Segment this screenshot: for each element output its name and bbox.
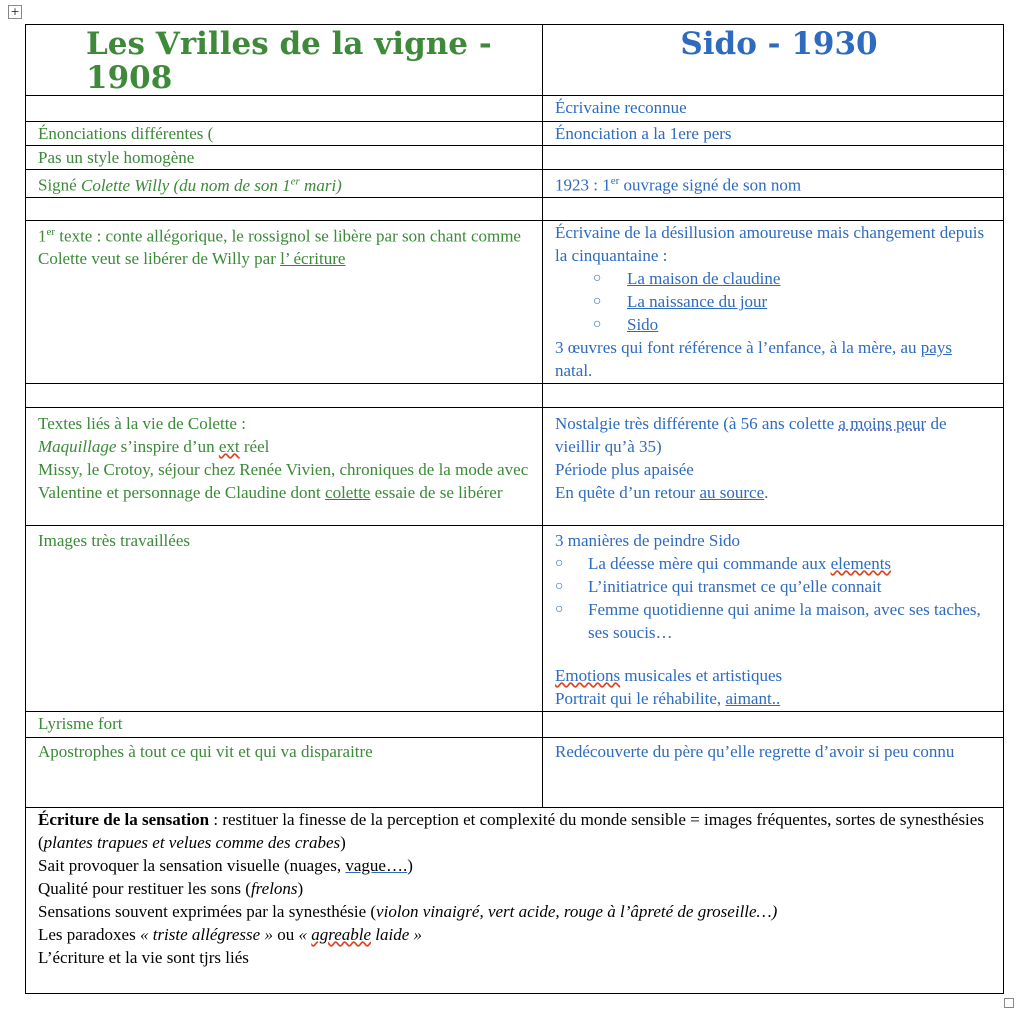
text: agreable (311, 924, 372, 944)
text (38, 458, 530, 504)
text: ) (407, 855, 413, 875)
text: natal. (555, 360, 593, 380)
text: ) (340, 832, 346, 852)
text: « (298, 924, 312, 944)
text: Textes liés à la vie de Colette : (38, 413, 246, 433)
text: Sido (627, 314, 659, 334)
text (555, 687, 991, 710)
text: ou (272, 924, 299, 944)
text: vague…. (345, 855, 408, 875)
text: colette (325, 482, 371, 502)
cell: Pas un style homogène (26, 146, 543, 170)
text: au source (699, 482, 765, 502)
title-sido: Sido - 1930 (680, 26, 878, 62)
cell (26, 170, 543, 198)
text: er (46, 225, 56, 238)
text: Signé (38, 175, 81, 195)
table-row (26, 525, 1004, 711)
cell (543, 711, 1004, 737)
text: musicales et artistiques (620, 665, 783, 685)
cell (26, 220, 543, 383)
text: « triste allégresse » (139, 924, 273, 944)
text: s’inspire d’un (116, 436, 219, 456)
text: pays (920, 337, 952, 357)
cell (543, 197, 1004, 220)
cell (26, 197, 543, 220)
text: violon vinaigré, vert acide, rouge à l’âpreté de groseille…) (376, 901, 778, 921)
oeuvres-list (555, 267, 991, 336)
bullet-circle-icon: ○ (593, 316, 602, 332)
cell (543, 220, 1004, 383)
text (555, 336, 991, 382)
text: ext (218, 436, 240, 456)
text (555, 664, 991, 687)
list-item (555, 575, 991, 598)
text: Portrait qui le réhabilite, (555, 688, 726, 708)
cell (26, 96, 543, 122)
list-item (555, 552, 991, 575)
text (38, 900, 991, 923)
text: : restituer la finesse de la perception et complexité du monde sensible = images fréquentes, sortes de synesthésies ( (38, 809, 984, 852)
text: plantes trapues et velues comme des crabes (43, 832, 341, 852)
text: réel (239, 436, 270, 456)
table-row (26, 170, 1004, 198)
text (38, 923, 991, 946)
text: de vieillir qu’à 35) (555, 413, 947, 456)
header-left (26, 25, 543, 96)
text: La déesse mère qui commande aux (588, 553, 831, 573)
text: ouvrage signé de son nom (619, 175, 802, 195)
cell: Énonciations différentes ( (26, 122, 543, 146)
text: l’ écriture (280, 249, 346, 269)
list-item (555, 267, 991, 290)
spacer (555, 644, 991, 664)
text: aimant.. (725, 688, 781, 708)
table-row (26, 122, 1004, 146)
text: texte : conte allégorique, le rossignol se libère par son chant comme Colette veut se libérer de Willy par (38, 226, 521, 269)
text: mari) (299, 175, 342, 195)
text: a moins peur (838, 413, 927, 433)
cell (543, 383, 1004, 407)
cell-ecriture-sensation (26, 807, 1004, 993)
cell: Lyrisme fort (26, 711, 543, 737)
text: 1 (38, 226, 47, 246)
text: laide » (371, 924, 423, 944)
text: er (290, 175, 300, 187)
text: En quête d’un retour (555, 482, 700, 502)
bullet-circle-icon: ○ (555, 578, 564, 594)
text: 3 œuvres qui font référence à l’enfance, à la mère, au (555, 337, 921, 357)
text: Les paradoxes (38, 924, 140, 944)
text: Sait provoquer la sensation visuelle (nuages, (38, 855, 346, 875)
table-row (26, 25, 1004, 96)
text: L’initiatrice qui transmet ce qu’elle connait (588, 576, 882, 596)
text: ) (297, 878, 304, 898)
cell (26, 407, 543, 525)
text (555, 412, 991, 458)
text (38, 877, 991, 900)
text: er (610, 175, 620, 187)
table-row (26, 807, 1004, 993)
text (38, 435, 530, 458)
table-row (26, 197, 1004, 220)
table-row (26, 383, 1004, 407)
bullet-circle-icon: ○ (555, 555, 564, 571)
cell (543, 407, 1004, 525)
text (38, 808, 991, 854)
text: Colette Willy (du nom de son 1 (80, 175, 291, 195)
cell-ecrivaine-reconnue: Écrivaine reconnue (543, 96, 1004, 122)
text (555, 481, 991, 504)
text: L’écriture et la vie sont tjrs liés (38, 947, 249, 967)
text: Nostalgie très différente (à 56 ans colette (555, 413, 839, 433)
text: Qualité pour restituer les sons ( (38, 878, 251, 898)
cell (543, 170, 1004, 198)
bullet-circle-icon: ○ (593, 270, 602, 286)
cell: Images très travaillées (26, 525, 543, 711)
bullet-circle-icon: ○ (593, 293, 602, 309)
text (38, 854, 991, 877)
cell: Apostrophes à tout ce qui vit et qui va disparaitre (26, 737, 543, 807)
header-right (543, 25, 1004, 96)
table-resize-handle-icon[interactable] (1004, 998, 1014, 1008)
list-item (555, 313, 991, 336)
text: elements (830, 553, 892, 573)
title-les-vrilles: Les Vrilles de la vigne - 1908 (86, 26, 492, 96)
text: Écrivaine de la désillusion amoureuse mais changement depuis la cinquantaine : (555, 222, 985, 265)
text: Femme quotidienne qui anime la maison, avec ses taches, ses soucis… (588, 599, 981, 642)
text: Emotions (555, 665, 621, 685)
list-item (555, 598, 991, 644)
text: Missy, le Crotoy, séjour chez Renée Vivien, chroniques de la mode avec Valentine et personnage de Claudine dont (38, 459, 529, 502)
table-row (26, 737, 1004, 807)
text: Sensations souvent exprimées par la synesthésie ( (38, 901, 377, 921)
text: frelons (250, 878, 298, 898)
cell (26, 383, 543, 407)
sido-list (555, 552, 991, 644)
text: Maquillage (38, 436, 117, 456)
cell (543, 525, 1004, 711)
table-row (26, 220, 1004, 383)
cell: Redécouverte du père qu’elle regrette d’avoir si peu connu (543, 737, 1004, 807)
table-row (26, 146, 1004, 170)
text: La maison de claudine (627, 268, 781, 288)
text: . (764, 482, 769, 502)
text: Période plus apaisée (555, 459, 694, 479)
comparison-table (25, 24, 1004, 994)
list-item (555, 290, 991, 313)
text: La naissance du jour (627, 291, 768, 311)
text: essaie de se libérer (370, 482, 503, 502)
table-row (26, 96, 1004, 122)
table-move-handle-icon[interactable]: + (8, 5, 22, 19)
table-row (26, 711, 1004, 737)
text: 1923 : 1 (555, 175, 611, 195)
text: 3 manières de peindre Sido (555, 530, 741, 550)
text: Écriture de la sensation (38, 809, 210, 829)
cell (543, 146, 1004, 170)
bullet-circle-icon: ○ (555, 601, 564, 617)
cell: Énonciation a la 1ere pers (543, 122, 1004, 146)
table-row (26, 407, 1004, 525)
